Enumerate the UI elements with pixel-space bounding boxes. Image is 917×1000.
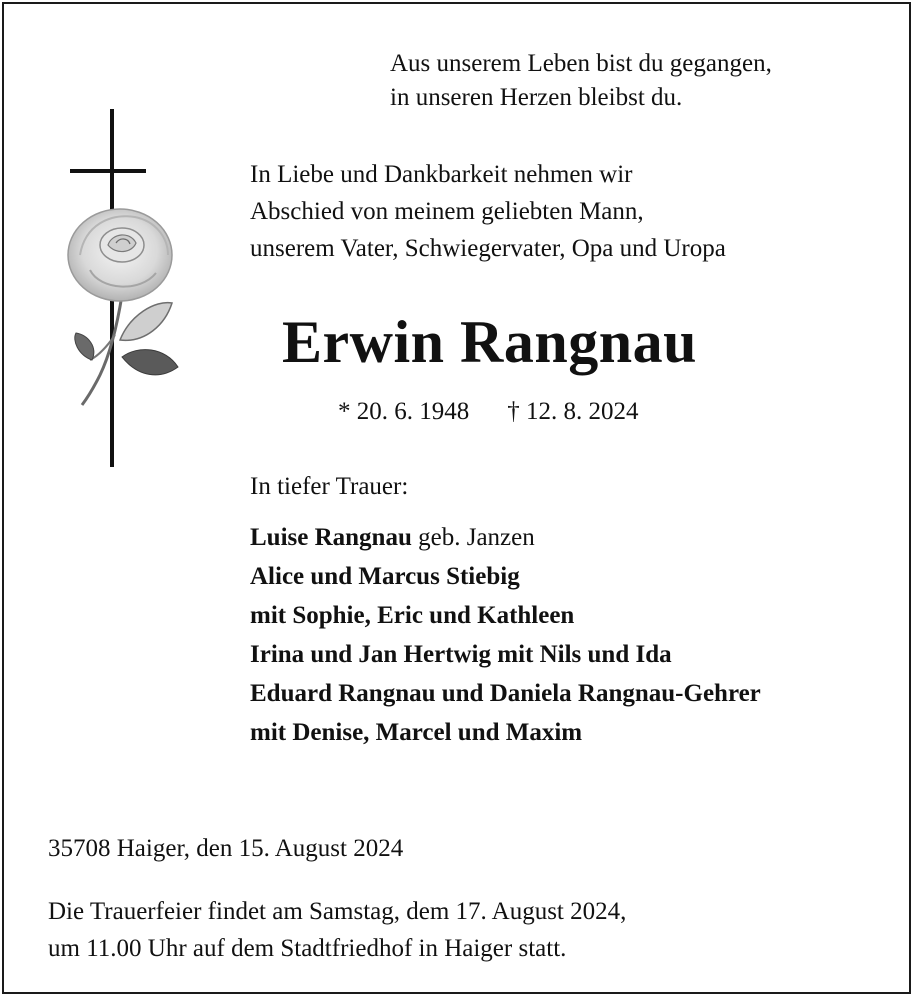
mourner-line-3: mit Sophie, Eric und Kathleen bbox=[250, 602, 575, 629]
quote-line-2: in unseren Herzen bleibst du. bbox=[390, 84, 683, 111]
intro-text bbox=[250, 156, 726, 267]
mourner-line-1-rest: geb. Janzen bbox=[411, 524, 535, 551]
deceased-name-text: Erwin Rangnau bbox=[282, 309, 697, 375]
mourner-line-1 bbox=[250, 518, 761, 557]
mourner-line-4: Irina und Jan Hertwig mit Nils und Ida bbox=[250, 641, 672, 668]
life-dates bbox=[338, 395, 639, 429]
funeral-info bbox=[48, 893, 626, 967]
mourner-line-2: Alice und Marcus Stiebig bbox=[250, 563, 520, 590]
death-date: † 12. 8. 2024 bbox=[507, 398, 639, 425]
mourner-line-1-name: Luise Rangnau bbox=[250, 524, 412, 551]
mourner-line-6: mit Denise, Marcel und Maxim bbox=[250, 719, 583, 746]
mourners-list bbox=[250, 518, 761, 752]
mourner-line-5: Eduard Rangnau und Daniela Rangnau-Gehrer bbox=[250, 680, 761, 707]
place-and-date: 35708 Haiger, den 15. August 2024 bbox=[48, 835, 404, 862]
funeral-line-2: um 11.00 Uhr auf dem Stadtfriedhof in Haiger statt. bbox=[48, 935, 567, 962]
mourning-label: In tiefer Trauer: bbox=[250, 473, 409, 500]
intro-line-1: In Liebe und Dankbarkeit nehmen wir bbox=[250, 161, 633, 188]
memorial-quote bbox=[390, 47, 772, 115]
intro-line-2: Abschied von meinem geliebten Mann, bbox=[250, 198, 644, 225]
cross-with-rose-icon bbox=[60, 105, 190, 470]
birth-date: * 20. 6. 1948 bbox=[338, 398, 470, 425]
quote-line-1: Aus unserem Leben bist du gegangen, bbox=[390, 50, 772, 77]
intro-line-3: unserem Vater, Schwiegervater, Opa und Uropa bbox=[250, 235, 726, 262]
funeral-line-1: Die Trauerfeier findet am Samstag, dem 17. August 2024, bbox=[48, 898, 627, 925]
